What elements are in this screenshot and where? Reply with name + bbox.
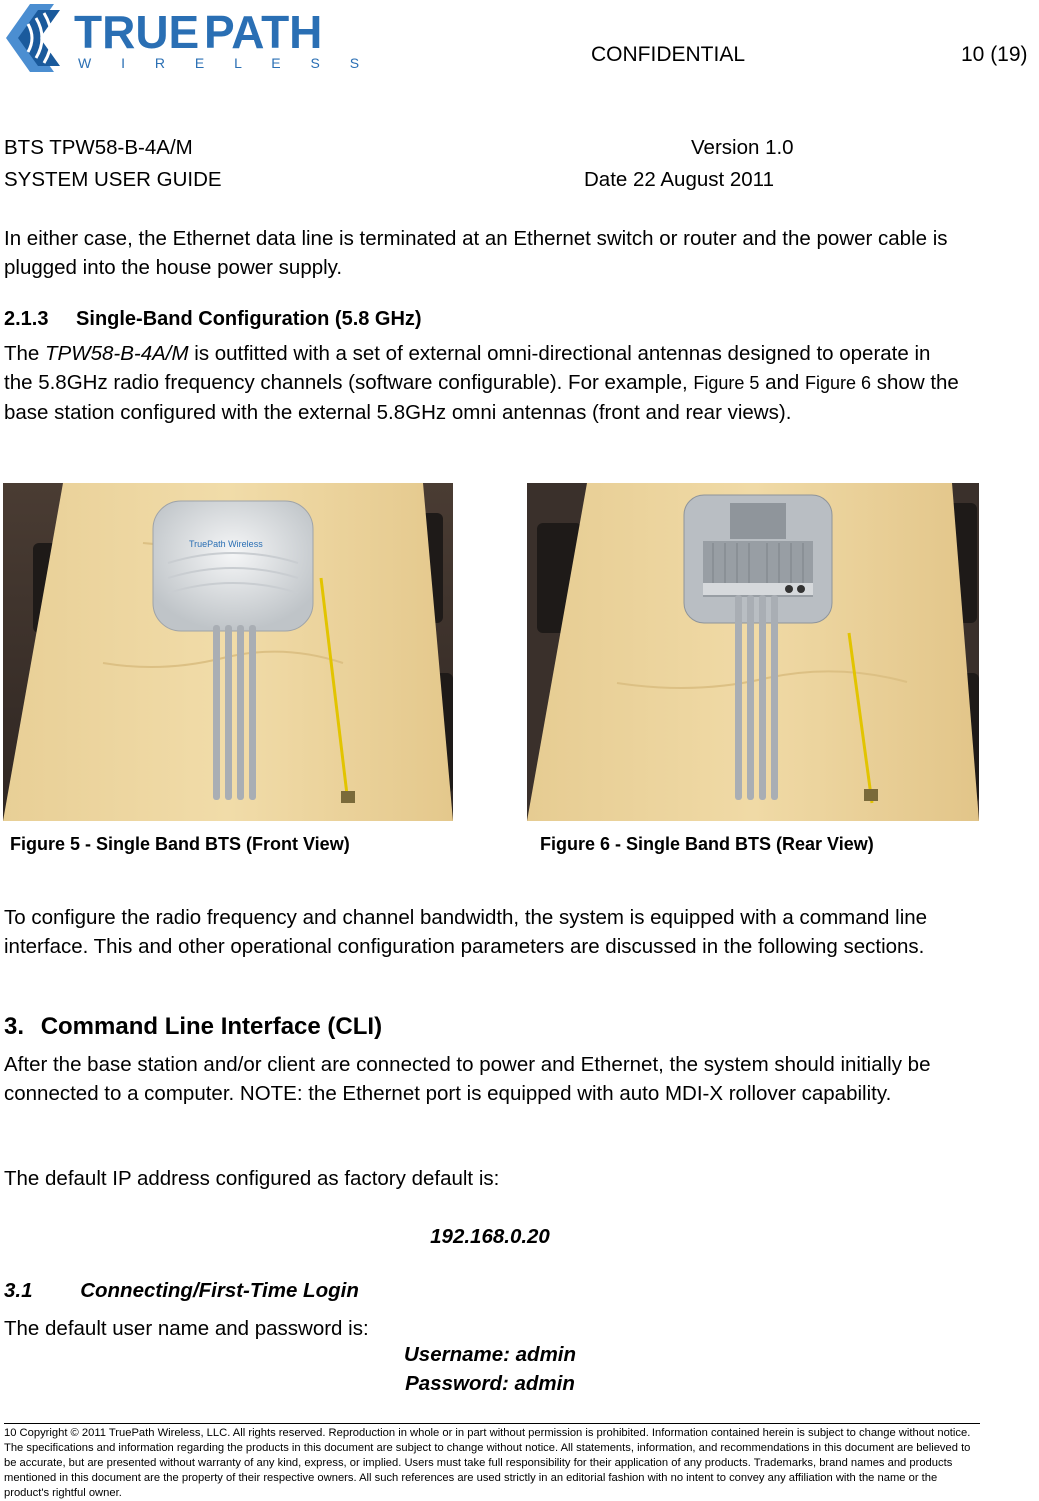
footer-copyright [4, 1426, 979, 1501]
section-title: Single-Band Configuration (5.8 GHz) [76, 308, 422, 330]
section-title: Connecting/First-Time Login [80, 1279, 359, 1302]
intro-paragraph: In either case, the Ethernet data line is terminated at an Ethernet switch or router and the power cable is plugged into the house power supply. [4, 227, 948, 279]
section-heading-3 [4, 1013, 382, 1041]
default-ip-address: 192.168.0.20 [430, 1225, 550, 1248]
footer-page-number: 10 [4, 1427, 17, 1439]
guide-title: SYSTEM USER GUIDE [4, 168, 222, 191]
version: Version 1.0 [691, 136, 794, 159]
figure-5-photo [3, 483, 453, 821]
photo-brand-text: TruePath Wireless [189, 539, 263, 549]
paragraph-default-ip: The default IP address configured as factory default is: [4, 1167, 500, 1190]
section-heading-2-1-3 [4, 308, 422, 331]
figure-6-ref[interactable]: Figure 6 [805, 373, 872, 393]
text-run: and [759, 371, 806, 394]
default-username: Username: admin [403, 1343, 577, 1366]
truepath-logo [4, 2, 364, 76]
product-name: BTS TPW58-B-4A/M [4, 136, 193, 159]
section-number: 3.1 [4, 1279, 33, 1302]
footer-text: Copyright © 2011 TruePath Wireless, LLC. All rights reserved. Reproduction in whole or in part without permission is prohibited. Information contained herein is subject to change without notice. The specifications and information regarding the products in this document are subject to change without notice. All statements, information, and recommendations in this document are believed to be accurate, but are presented without warranty of any kind, express, or implied. Users must take full responsibility for their application of any products. Trademarks, brand names and products mentioned in this document are the property of their respective owners. All such references are used strictly in an editorial fashion with no intent to convey any affiliation with the name or the product's rightful owner. [4, 1427, 971, 1499]
model-name: TPW58-B-4A/M [45, 342, 189, 365]
paragraph-antennas [4, 339, 964, 427]
logo-word-path: PATH [204, 6, 323, 58]
section-number: 2.1.3 [4, 308, 49, 330]
paragraph-cli-intro: To configure the radio frequency and channel bandwidth, the system is equipped with a command line interface. This and other operational configuration parameters are discussed in the following sections. [4, 906, 928, 958]
section-number: 3. [4, 1013, 25, 1040]
section-title: Command Line Interface (CLI) [40, 1013, 383, 1040]
default-password: Password: admin [405, 1372, 575, 1395]
text-run: is outfitted with a set of external omni-directional antennas designed to operate in the 5.8GHz radio frequency channels (software configurable). For example, [4, 342, 931, 394]
paragraph-credentials: The default user name and password is: [4, 1317, 369, 1340]
text-run: show the base station configured with the external 5.8GHz omni antennas (front and rear views). [4, 371, 959, 424]
logo-word-true: TRUE [74, 6, 200, 58]
figure-6-photo [527, 483, 979, 821]
doc-date: Date 22 August 2011 [584, 168, 774, 191]
logo-sub: W I R E L E S S [78, 55, 364, 71]
footer-divider [4, 1423, 980, 1424]
truepath-logo-icon [4, 2, 364, 76]
paragraph-connection: After the base station and/or client are connected to power and Ethernet, the system should initially be connected to a computer. NOTE: the Ethernet port is equipped with auto MDI-X rollover capability. [4, 1053, 931, 1105]
confidential-label: CONFIDENTIAL [591, 43, 746, 66]
text-run: The [4, 342, 46, 365]
figure-6-caption: Figure 6 - Single Band BTS (Rear View) [540, 834, 874, 854]
figure-5-caption: Figure 5 - Single Band BTS (Front View) [10, 834, 350, 854]
section-heading-3-1 [4, 1279, 359, 1303]
page-number: 10 (19) [961, 43, 1028, 66]
figure-5-ref[interactable]: Figure 5 [693, 373, 760, 393]
